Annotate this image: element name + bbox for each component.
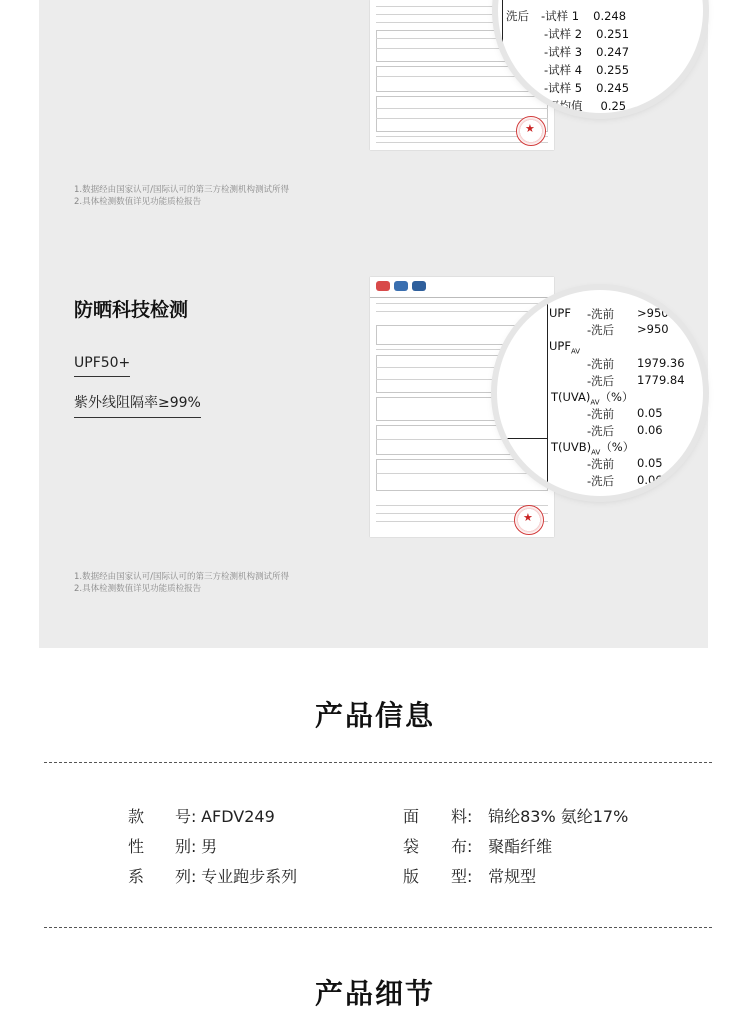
wash-after-label: -洗后 [587, 323, 615, 337]
wash-before-label: -洗前 [587, 457, 615, 471]
wash-after-label: -洗后 [587, 424, 615, 438]
wash-after-label: -洗后 [587, 474, 615, 488]
upf-after-value: >950 [637, 322, 669, 336]
zoom1-row: -试样 4 0.255 [544, 63, 630, 77]
info-style-number: 款 号: AFDV249 [128, 807, 275, 826]
uva-label: $T(UVA)_{AV}(\%)$ [551, 390, 634, 407]
product-info-title: 产品信息 [314, 699, 435, 732]
wash-before-label: -洗前 [587, 307, 615, 321]
wash-before-label: -洗前 [587, 407, 615, 421]
cma-logo [376, 281, 390, 291]
divider-top [44, 762, 712, 763]
upf-av-before-value: 1979.36 [637, 356, 685, 370]
info-fabric: 面 料: 锦纶83% 氨纶17% [403, 807, 629, 826]
wash-after-label: -洗后 [587, 374, 615, 388]
zoom1-row: -试样 5 0.245 [544, 81, 630, 95]
uv-block-tag: 紫外线阻隔率≥99% [74, 392, 201, 418]
zoom1-row: 平均值 0.25 [548, 99, 627, 113]
certificate-seal: ★ [514, 505, 544, 535]
upf-av-after-value: 1779.84 [637, 373, 685, 387]
uvb-before-value: 0.05 [637, 456, 663, 470]
ilac-logo [394, 281, 408, 291]
info-gender: 性 别: 男 [128, 837, 218, 856]
info-fit: 版 型: 常规型 [403, 867, 537, 886]
sun-protection-title: 防晒科技检测 [74, 299, 189, 321]
upf-av-label: $UPF_{AV}$ [549, 339, 581, 356]
info-series: 系 列: 专业跑步系列 [128, 867, 298, 886]
upf-label: UPF [549, 306, 571, 320]
info-pocket-fabric: 袋 布: 聚酯纤维 [403, 837, 553, 856]
upper-footnote: 1.数据经由国家认可/国际认可的第三方检测机构测试所得 2.具体检测数值详见功能质检报告 [74, 185, 289, 207]
zoom1-row: -试样 2 0.251 [544, 27, 630, 41]
zoom1-row: 洗后 -试样 1 0.248 [506, 9, 627, 23]
product-detail-title: 产品细节 [314, 977, 435, 1010]
zoom1-row: -试样 3 0.247 [544, 45, 630, 59]
divider-bottom [44, 927, 712, 928]
uva-after-value: 0.06 [637, 423, 663, 437]
uvb-after-value: 0.06 [637, 473, 663, 487]
certificate-seal: ★ [516, 116, 546, 146]
upf-before-value: >950 [637, 306, 669, 320]
magnified-data-circle-2 [497, 290, 703, 496]
lower-footnote: 1.数据经由国家认可/国际认可的第三方检测机构测试所得 2.具体检测数值详见功能质检报告 [74, 572, 289, 594]
wash-before-label: -洗前 [587, 357, 615, 371]
cnas-logo [412, 281, 426, 291]
uvb-label: $T(UVB)_{AV}(\%)$ [551, 440, 635, 457]
uva-before-value: 0.05 [637, 406, 663, 420]
upf-tag: UPF50+ [74, 355, 130, 377]
